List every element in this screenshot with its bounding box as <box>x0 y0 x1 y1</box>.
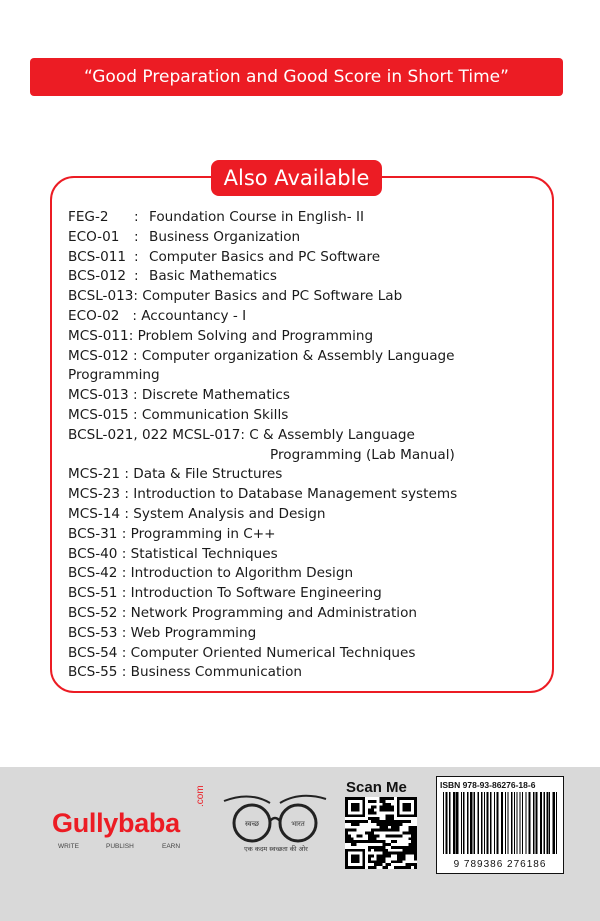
course-row <box>68 505 548 525</box>
course-row <box>68 287 548 307</box>
swachh-right-text: भारत <box>291 820 305 828</box>
course-row <box>68 564 548 584</box>
course-row <box>68 327 548 347</box>
course-row <box>68 386 548 406</box>
course-code: BCS-012 <box>68 268 127 285</box>
course-text: BCS-54 : Computer Oriented Numerical Techniques <box>68 644 416 661</box>
course-text: BCS-51 : Introduction To Software Engineering <box>68 585 382 602</box>
course-separator: : <box>134 228 139 245</box>
course-row <box>68 644 548 664</box>
course-row <box>68 208 548 228</box>
course-row <box>68 485 548 505</box>
course-code: FEG-2 <box>68 209 109 225</box>
barcode-number: 9 789386 276186 <box>453 859 547 870</box>
course-separator: : <box>134 248 139 265</box>
course-text: MCS-012 : Computer organization & Assembly Language <box>68 347 455 364</box>
course-row <box>68 406 548 426</box>
course-text: Programming (Lab Manual) <box>270 446 455 463</box>
course-list <box>68 208 548 683</box>
course-row <box>68 426 548 446</box>
course-separator: : <box>134 209 139 225</box>
course-separator: : <box>134 268 139 285</box>
course-row <box>68 624 548 644</box>
course-row <box>68 446 548 466</box>
course-text: BCS-31 : Programming in C++ <box>68 525 276 542</box>
course-row <box>68 228 548 248</box>
course-text: BCSL-021, 022 MCSL-017: C & Assembly Language <box>68 426 415 443</box>
scan-me-label: Scan Me <box>346 779 407 796</box>
course-text: BCS-40 : Statistical Techniques <box>68 545 278 562</box>
course-row <box>68 248 548 268</box>
isbn-label: ISBN 978-93-86276-18-6 <box>440 780 536 790</box>
course-row <box>68 545 548 565</box>
course-row <box>68 347 548 367</box>
course-row <box>68 465 548 485</box>
swachh-left-text: स्वच्छ <box>244 820 260 828</box>
course-text: BCS-42 : Introduction to Algorithm Design <box>68 565 354 582</box>
course-row <box>68 267 548 287</box>
course-text: BCS-55 : Business Communication <box>68 664 303 681</box>
course-title: Basic Mathematics <box>149 268 277 285</box>
course-text: MCS-14 : System Analysis and Design <box>68 505 326 522</box>
gullybaba-logo: Gullybaba <box>52 808 180 838</box>
course-text: MCS-011: Problem Solving and Programming <box>68 327 374 344</box>
course-code: ECO-01 <box>68 228 120 245</box>
tagline-banner: “Good Preparation and Good Score in Short Time” <box>30 58 563 96</box>
course-row <box>68 525 548 545</box>
course-text: BCS-53 : Web Programming <box>68 624 257 641</box>
gullybaba-logo-suffix: .com <box>195 785 206 807</box>
swachh-caption: एक कदम स्वच्छता की ओर <box>244 845 308 853</box>
course-row <box>68 366 548 386</box>
course-text: BCSL-013: Computer Basics and PC Software Lab <box>68 288 403 305</box>
course-title: Business Organization <box>149 228 301 245</box>
course-text: MCS-015 : Communication Skills <box>68 406 289 423</box>
course-text: Programming <box>68 367 160 384</box>
course-text: MCS-21 : Data & File Structures <box>68 466 283 483</box>
course-row <box>68 663 548 683</box>
course-text: MCS-013 : Discrete Mathematics <box>68 387 290 404</box>
course-row <box>68 584 548 604</box>
brand-tag-publish: PUBLISH <box>106 843 134 850</box>
panel-title: Also Available <box>211 160 382 196</box>
brand-tag-write: WRITE <box>58 843 79 850</box>
brand-tag-earn: EARN <box>162 843 181 850</box>
course-text: BCS-52 : Network Programming and Administration <box>68 604 418 621</box>
qr-code-icon[interactable] <box>345 797 417 869</box>
course-title: Foundation Course in English- II <box>149 209 365 225</box>
course-row <box>68 604 548 624</box>
course-title: Computer Basics and PC Software <box>149 248 381 265</box>
course-text: MCS-23 : Introduction to Database Management systems <box>68 486 458 503</box>
course-row <box>68 307 548 327</box>
barcode-icon <box>441 792 559 854</box>
course-code: BCS-011 <box>68 248 127 265</box>
course-text: ECO-02 : Accountancy - I <box>68 307 247 324</box>
